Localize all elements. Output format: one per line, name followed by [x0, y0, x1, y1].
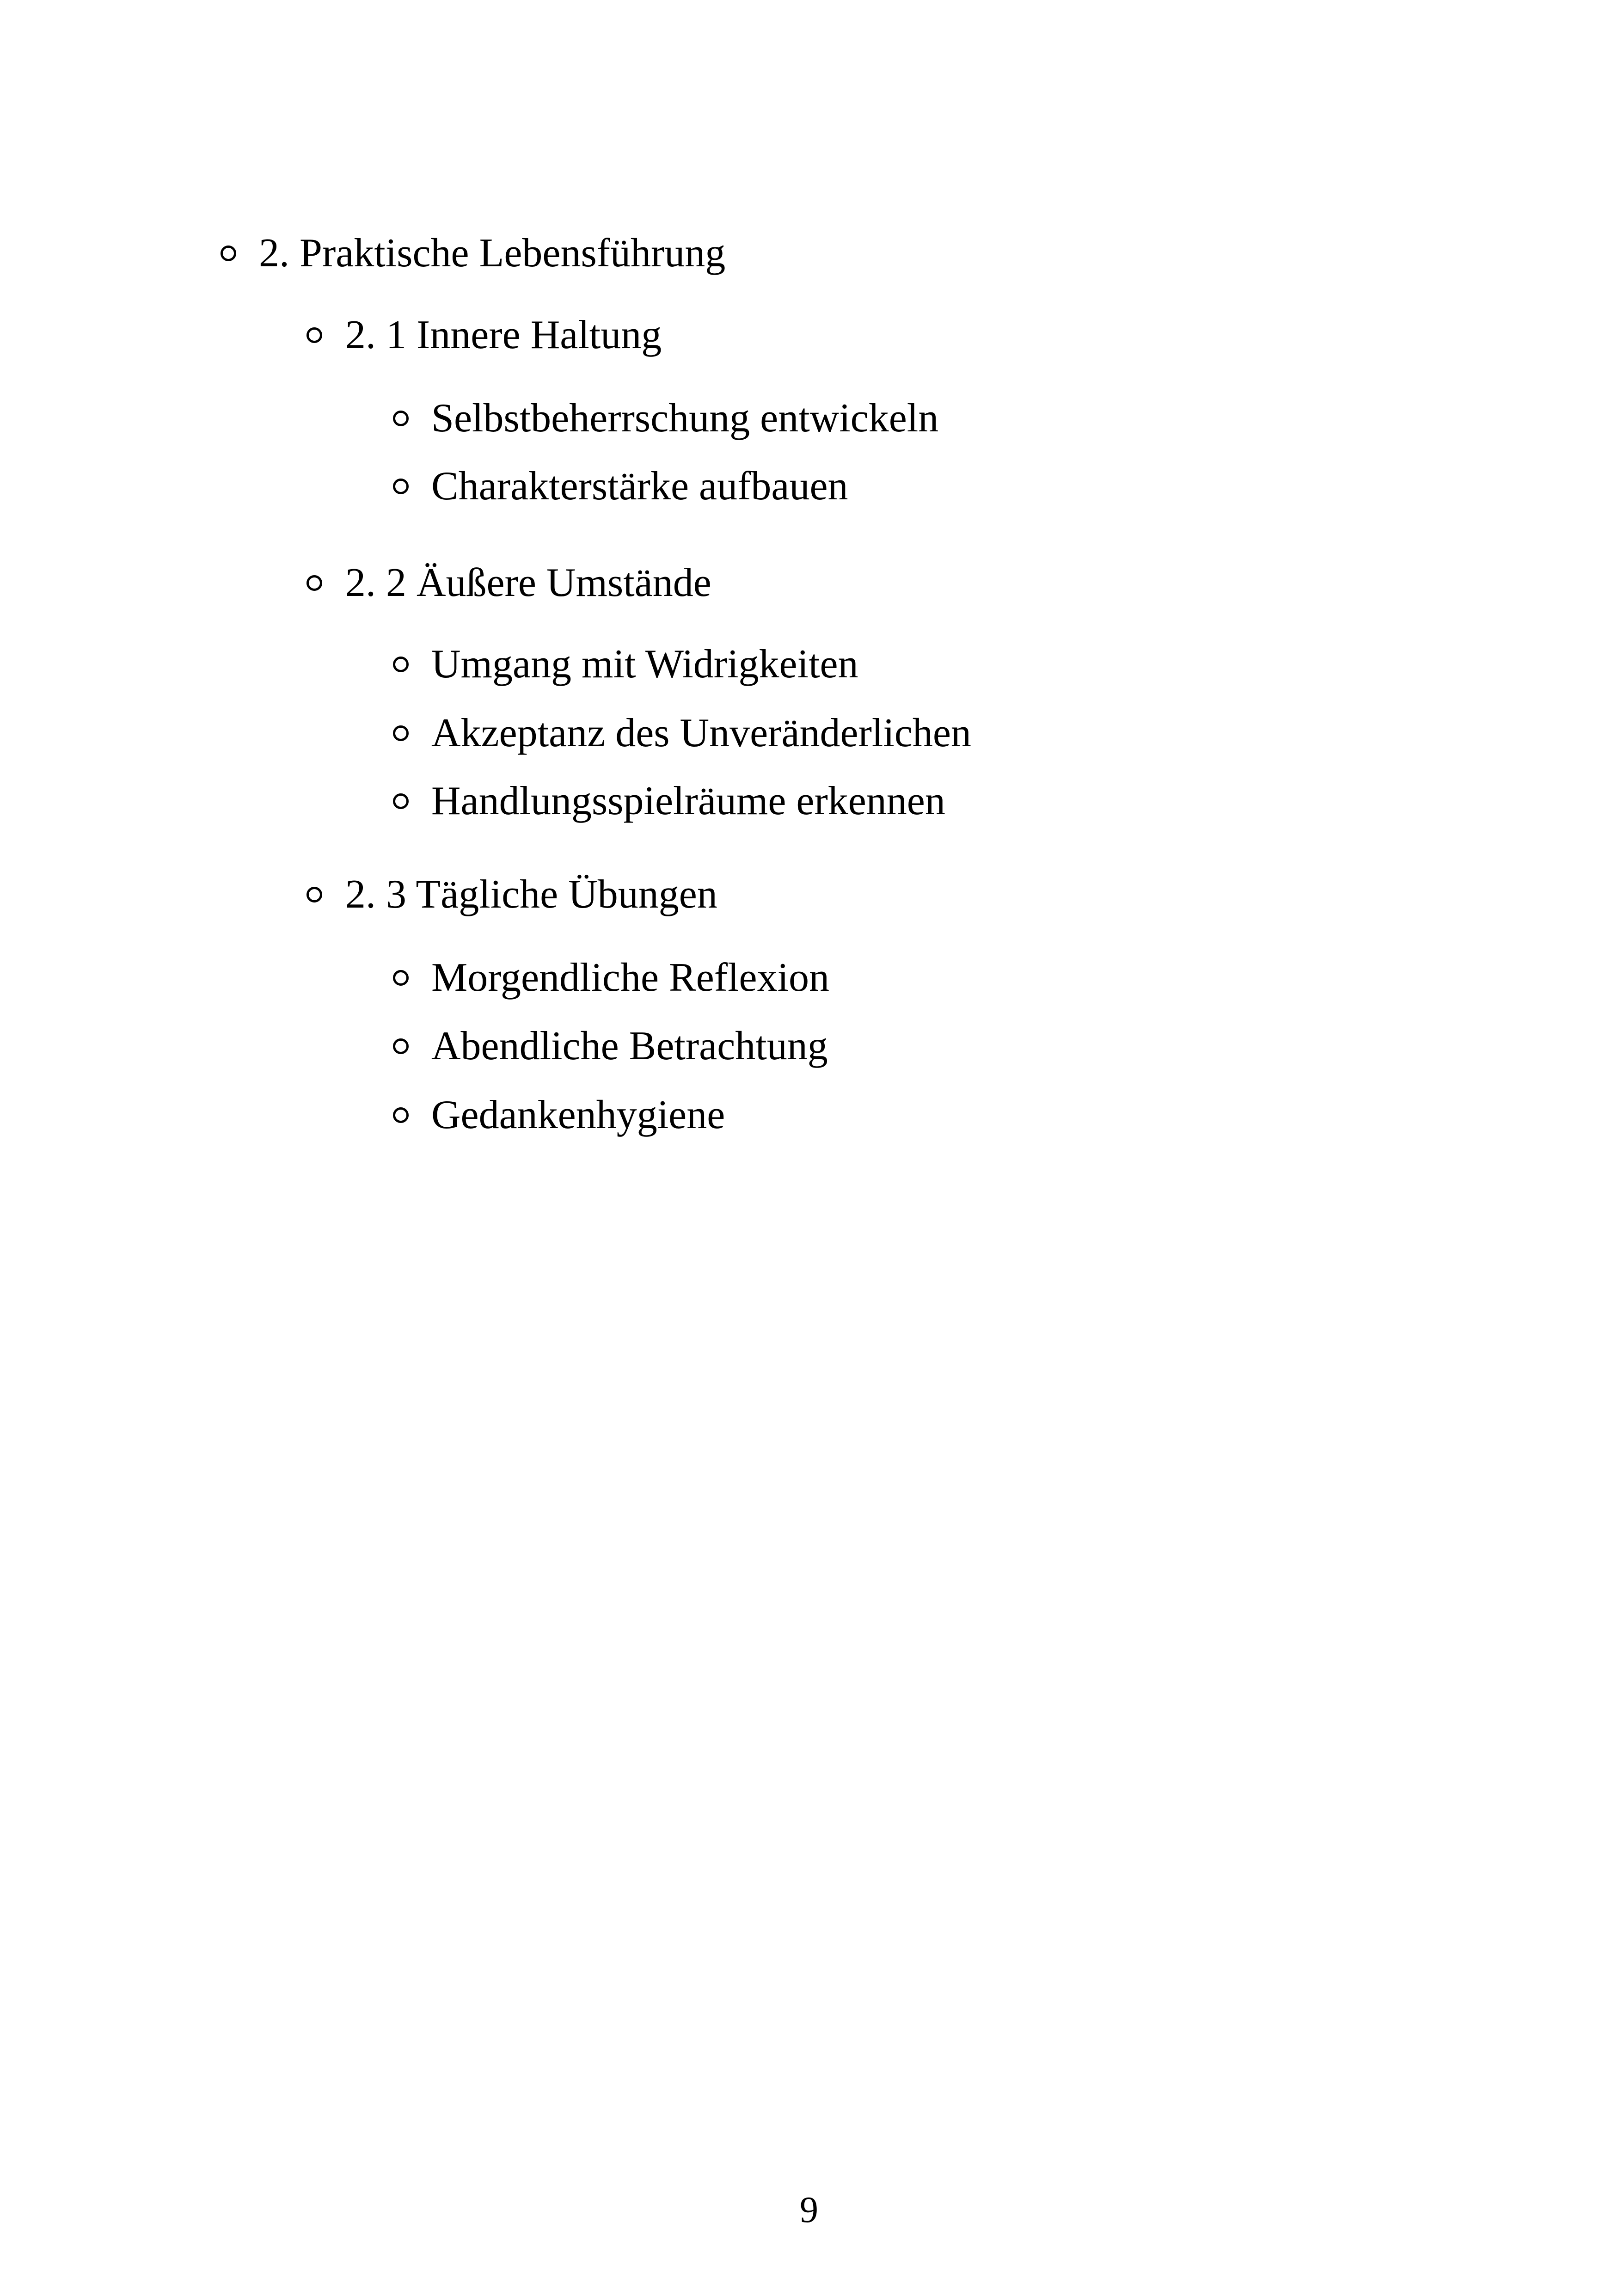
subsection-heading: 2. 2 Äußere Umstände — [345, 560, 711, 605]
bullet-icon — [393, 793, 409, 809]
subsection-heading: 2. 3 Tägliche Übungen — [345, 872, 717, 917]
bullet-icon — [306, 327, 322, 343]
bullet-icon — [393, 479, 409, 494]
bullet-icon — [306, 575, 322, 591]
list-item: Charakterstärke aufbauen — [431, 464, 848, 509]
list-item: Abendliche Betrachtung — [431, 1024, 828, 1068]
list-item: Selbstbeherrschung entwickeln — [431, 396, 939, 441]
bullet-icon — [393, 725, 409, 741]
page-number: 9 — [800, 2190, 818, 2230]
bullet-icon — [393, 1107, 409, 1123]
subsection-heading: 2. 1 Innere Haltung — [345, 313, 662, 357]
bullet-icon — [393, 1038, 409, 1054]
list-item: Handlungsspielräume erkennen — [431, 779, 945, 823]
bullet-icon — [393, 657, 409, 672]
bullet-icon — [393, 411, 409, 426]
section-heading: 2. Praktische Lebensführung — [259, 231, 726, 276]
bullet-icon — [393, 970, 409, 986]
list-item: Umgang mit Widrigkeiten — [431, 642, 858, 687]
bullet-icon — [306, 887, 322, 902]
bullet-icon — [221, 246, 236, 261]
list-item: Akzeptanz des Unveränderlichen — [431, 711, 971, 755]
list-item: Gedankenhygiene — [431, 1093, 725, 1137]
list-item: Morgendliche Reflexion — [431, 955, 830, 1000]
